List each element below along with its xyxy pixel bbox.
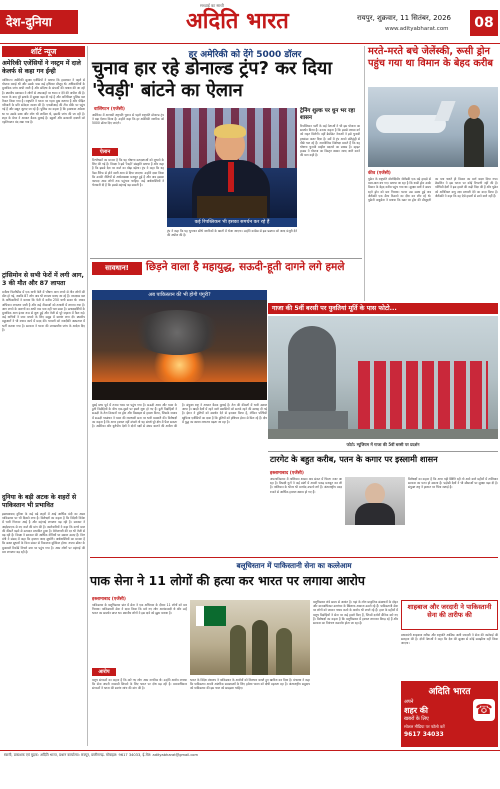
women-group xyxy=(358,361,488,431)
zelensky-photo xyxy=(368,87,498,167)
ad-line-2: शहर की xyxy=(404,706,428,715)
middle-headline: छिड़ने वाला है महायुद्ध, सऊदी-हूती दागने लगे हमले xyxy=(146,261,345,273)
taliban-headline: टारगेट के बहुत करीब, पतन के कगार पर इस्लामी शासन xyxy=(270,454,438,464)
pakistan-tag: आरोप xyxy=(92,668,116,676)
taliban-body-1: अफगानिस्तान में तालिबान शासन अब संकट में घिरता नजर आ रहा है। विपक्षी गुटों ने कई प्रांतों में अपनी पकड़ मजबूत कर ली है। तालिबान के भीतर भी मतभेद उभरने लगे हैं। अंतरराष्ट्रीय मदद रुकने से आर्थिक हालात खराब हो गए हैं। xyxy=(270,477,342,494)
ad-line-1: अपने xyxy=(404,699,414,705)
soldier-3 xyxy=(276,628,292,675)
pakistan-byline: इस्लामाबाद (एजेंसी) xyxy=(92,597,126,602)
right-top-headline: मरते-मरते बचे जेलेंस्की, रूसी ड्रोन पहुंच गया था विमान के बेहद करीब xyxy=(368,46,493,69)
aircraft-tail xyxy=(434,101,455,121)
pakistan-rule xyxy=(90,557,498,558)
person-head xyxy=(468,105,480,119)
lead-byline: वाशिंगटन (एजेंसी) xyxy=(94,107,125,112)
pakistan-side-headline: शाहबाज और जरदारी ने पाकिस्तानी सेना की तारीफ की xyxy=(407,603,492,619)
city-date: रायपुर, शुक्रवार, 11 सितंबर, 2026 xyxy=(357,14,451,22)
column-divider xyxy=(87,46,88,746)
soldier-2 xyxy=(252,620,268,675)
masthead-rule xyxy=(0,43,500,44)
gaza-caption: फोटो: म्यूजियम में गाजा की 5वीं बरसी पर प्रदर्शन xyxy=(346,442,420,447)
leader-head xyxy=(365,483,385,505)
logo: अदिति भारत xyxy=(186,8,289,34)
pakistan-body-1: पाकिस्तान के बलूचिस्तान प्रांत में सेना ने एक अभियान के दौरान 11 लोगों को मार गिराया। पाकिस्तानी सेना ने दावा किया कि मारे गए लोग आतंकवादी थे और उन्हें भारत का समर्थन प्राप्त था। स्थानीय लोगों ने इस दावे को झूठा बताया है। xyxy=(92,603,187,616)
lead-body-right: रिपब्लिकन पार्टी के कई नेताओं ने भी इस योजना का समर्थन किया है। उनका कहना है कि इससे मध्यम वर्ग को राहत मिलेगी। वहीं डेमोक्रेट नेताओं ने इसे चुनावी हथकंडा करार दिया है। सर्वे में ट्रंप अपने प्रतिद्वंद्वी से पीछे चल रहे हैं। राजनीतिक विशेषज्ञ मानते हैं कि यह घोषणा चुनावी माहौल बदलने का प्रयास है। व्हाइट हाउस ने योजना का विस्तृत खाका जल्द जारी करने की बात कही है। xyxy=(300,124,360,158)
taliban-body-2: विशेषज्ञों का कहना है कि अगर यही स्थिति रही तो आने वाले महीनों में तालिबान सरकार का पतन हो सकता है। पड़ोसी देशों ने भी सीमाओं पर सुरक्षा बढ़ा दी है। संयुक्त राष्ट्र ने हालात पर चिंता जताई है। xyxy=(408,477,498,490)
pakistan-side-body: प्रधानमंत्री शाहबाज शरीफ और राष्ट्रपति आसिफ अली जरदारी ने सेना की कार्रवाई की सराहना की है। दोनों नेताओं ने कहा कि देश की सुरक्षा से कोई समझौता नहीं किया जाएगा। xyxy=(401,633,498,646)
smoke xyxy=(132,310,222,355)
person-figure xyxy=(464,117,484,167)
taliban-rule xyxy=(268,451,498,452)
right-top-byline: कीव (एजेंसी) xyxy=(368,171,391,176)
lead-side-kicker: ट्रेनिंग शुल्क पर धुन भर रहा शासन xyxy=(300,108,355,121)
pakistan-headline: पाक सेना ने 11 लोगों की हत्या कर भारत पर लगाया आरोप xyxy=(90,573,365,588)
lead-headline: चुनाव हार रहे डोनाल्ड ट्रंप? कर दिया 'रेवड़ी' बांटने का ऐलान xyxy=(92,58,333,101)
pakistan-side-box xyxy=(401,600,498,630)
column-divider-right xyxy=(364,46,365,301)
ad-box[interactable] xyxy=(401,681,498,747)
short-news-body-3: इस्लामाबाद दुनिया के कई बड़े शहरों में आई आर्थिक मंदी का असर पाकिस्तान पर भी दिखने लगा है। विशेषज्ञों का कहना है कि विदेशी निवेश में भारी गिरावट आई है और महंगाई लगातार बढ़ रही है। सरकार ने आईएमएफ से नए कर्ज की मांग की है। कारोबारियों ने कहा कि कच्चे माल की कीमतें बढ़ने से उत्पादन प्रभावित हुआ है। बेरोजगारी की दर भी तेजी से बढ़ रही है। विपक्ष ने सरकार की आर्थिक नीतियों पर सवाल उठाए हैं। वित्त मंत्री ने संसद में कहा कि हालात जल्द सुधरेंगे। अर्थशास्त्रियों का मानना है कि सख्त सुधारों के बिना संकट से निकलना मुश्किल होगा। रुपया डॉलर के मुकाबले रिकॉर्ड निचले स्तर पर पहुंच गया है। आम लोगों पर महंगाई की मार लगातार बढ़ रही है। xyxy=(2,512,85,554)
leader-photo xyxy=(345,477,405,525)
masthead xyxy=(0,0,500,44)
gaza-photo xyxy=(268,316,498,439)
pakistan-body-4: बलूचिस्तान लंबे समय से अशांत है। यहां के लोग प्राकृतिक संसाधनों के दोहन और मानवाधिकार उल्लंघन के खिलाफ आवाज उठाते रहे हैं। पाकिस्तानी सेना पर लोगों को जबरन गायब करने के आरोप भी लगते रहे हैं। हाल के महीनों में बलूच विद्रोहियों ने सेना पर कई हमले किए हैं, जिनमें दर्जनों सैनिक मारे गए हैं। विशेषज्ञों का कहना है कि बलूचिस्तान में हालात लगातार बिगड़ रहे हैं और सरकार का नियंत्रण कमजोर होता जा रहा है। xyxy=(313,600,398,626)
pakistan-body-2: बलूच संगठनों का कहना है कि मारे गए लोग आम नागरिक थे। उन्होंने आरोप लगाया कि सेना अपनी नाकामी छिपाने के लिए भारत पर दोष मढ़ रही है। मानवाधिकार संगठनों ने घटना की स्वतंत्र जांच की मांग की है। xyxy=(92,678,187,691)
soldiers-photo xyxy=(190,600,310,675)
skyline xyxy=(92,382,267,400)
leader-suit xyxy=(355,503,395,525)
photo-caption-bar: कई रिपब्लिकन भी इसका समर्थन कर रहे हैं xyxy=(167,218,297,227)
speaker-hair xyxy=(214,124,246,138)
pakistan-flag xyxy=(196,606,226,626)
short-news-title: शॉर्ट न्यूज xyxy=(2,46,85,57)
statue xyxy=(288,326,336,416)
short-news-headline-2: ट्रांसिमोन से सभी फेरों में लगी आग, 3 की मौत और 87 लापता xyxy=(2,272,84,287)
pakistan-kicker: बलूचिस्तान में पाकिस्तानी सेना का कत्लेआम xyxy=(236,561,352,570)
ad-phone[interactable]: 9617 34033 xyxy=(404,731,444,738)
pakistan-body-3: भारत के विदेश मंत्रालय ने पाकिस्तान के आरोपों को निराधार बताते हुए खारिज कर दिया है। मंत्रालय ने कहा कि पाकिस्तान अपनी आंतरिक समस्याओं के लिए हमेशा भारत को दोषी ठहराता रहा है। अंतरराष्ट्रीय समुदाय को पाकिस्तान की इस चाल को समझना चाहिए। xyxy=(190,678,310,691)
page-number: 08 xyxy=(470,10,498,36)
taliban-byline: इस्लामाबाद (एजेंसी) xyxy=(270,471,304,476)
phone-icon: ☎ xyxy=(473,699,495,721)
short-news-headline-1: अमेरिकी एजेंसियों ने नस्ट्रम में दाले केलर्फ से कहा गन ईन्ही xyxy=(2,60,81,75)
photo-label: अब पाकिस्तान की भी होगी पंगुरी? xyxy=(92,290,267,300)
middle-rule xyxy=(90,258,362,259)
ad-brand: अदिति भारत xyxy=(428,687,471,697)
lead-body-left: अमेरिका में आगामी राष्ट्रपति चुनाव से पहले राष्ट्रपति डोनाल्ड ट्रंप ने बड़ा ऐलान किया है। उन्होंने कहा कि हर अमेरिकी नागरिक को 5000 डॉलर दिए जाएंगे। xyxy=(92,113,164,126)
lead-kicker: हर अमेरिकी को देंगे 5000 डॉलर xyxy=(188,50,302,60)
short-news-column xyxy=(2,46,85,746)
ground xyxy=(268,429,498,439)
website: www.adityabharat.com xyxy=(385,26,449,32)
lead-tag: ऐलान xyxy=(92,148,118,156)
podium xyxy=(197,196,267,218)
right-top-body: यूक्रेन के राष्ट्रपति वोलोदिमीर जेलेंस्की एक बड़े हादसे से बाल-बाल बच गए। बताया जा रहा है कि रूसी ड्रोन उनके विमान के बेहद करीब पहुंच गया था। सुरक्षा बलों ने समय रहते ड्रोन को मार गिराया। घटना उस समय हुई जब जेलेंस्की एक सैन्य ठिकाने का दौरा कर लौट रहे थे। यूक्रेनी वायुसेना ने बताया कि रडार पर ड्रोन की मौजूदगी का पता चलते ही विमान का मार्ग बदल दिया गया। क्रेमलिन ने इस घटना पर कोई टिप्पणी नहीं की है। पश्चिमी देशों ने इस हमले की कड़ी निंदा की है और यूक्रेन को अतिरिक्त वायु रक्षा प्रणाली देने का वादा किया है। जेलेंस्की ने कहा कि वह ऐसे हमलों से डरने वाले नहीं हैं। xyxy=(368,177,498,203)
footer-imprint: स्वामी, प्रकाशक एवं मुद्रक: अदिति भारत, प्रधान कार्यालय: रायपुर, छत्तीसगढ़. मोबाइल: 9617 34033, ई-मेल: adityabharat@gmail.com xyxy=(4,753,198,757)
lead-body-left-2: विश्लेषकों का मानना है कि यह घोषणा मतदाताओं को लुभाने के लिए की गई है। विपक्ष ने इसे 'रेवड़ी' संस्कृति बताया है और कहा है कि इससे देश पर कर्ज का बोझ बढ़ेगा। ट्रंप ने कहा कि यह पैसा टैरिफ से होने वाली आय से दिया जाएगा। उन्होंने दावा किया कि उनकी नीतियों से अर्थव्यवस्था मजबूत हुई है और अब इसका फायदा आम लोगों तक पहुंचना चाहिए। कई अर्थशास्त्रियों ने चेतावनी दी है कि इससे महंगाई बढ़ सकती है। xyxy=(92,158,164,188)
trump-photo xyxy=(167,108,297,218)
footer-rule xyxy=(0,750,500,751)
speaker-tie xyxy=(228,162,234,192)
short-news-body-2: मनीला फिलीपींस में एक यात्री फेरी में भीषण आग लगने से तीन लोगों की मौत हो गई, जबकि 87 लोग अब भी लापता बताए जा रहे हैं। तटरक्षक बल के अधिकारियों ने बताया कि फेरी में करीब 250 यात्री सवार थे। बचाव अभियान लगातार जारी है और कई नौकाओं को तलाशी में लगाया गया है। आग लगने के कारणों का अभी तक पता नहीं चल सका है। प्रत्यक्षदर्शियों के मुताबिक आग इंजन रूम से शुरू हुई और तेजी से पूरे जहाज में फैल गई। कई यात्रियों ने जान बचाने के लिए समुद्र में छलांग लगा दी। स्थानीय मछुआरों ने भी बचाव कार्य में मदद की। घायलों को नजदीकी अस्पताल में भर्ती कराया गया है। सरकार ने घटना की उच्चस्तरीय जांच के आदेश दिए हैं। xyxy=(2,290,85,332)
short-news-body-1: वाशिंगटन अमेरिकी सुरक्षा एजेंसियों ने बताया कि हमलावर ने पहले से योजना बनाई थी और उसके पास कई हथियार मौजूद थे। अधिकारियों के मुताबिक जांच अभी जारी है और संदिग्ध के संपर्कों की तलाश की जा रही है। स्थानीय प्रशासन ने लोगों से अफवाहों पर ध्यान न देने की अपील की है। घटना के बाद पूरे इलाके में सुरक्षा बढ़ा दी गई है और अतिरिक्त पुलिस बल तैनात किया गया है। राष्ट्रपति ने घटना पर गहरा दुख जताया है और पीड़ित परिवारों के प्रति संवेदना व्यक्त की है। एफबीआई की टीम मौके पर पहुंच गई है और सबूत जुटाए जा रहे हैं। पुलिस का कहना है कि हमलावर अकेला था या उसके साथ और लोग भी शामिल थे, इसकी जांच की जा रही है। शहर के मेयर ने आपात बैठक बुलाई है। स्कूलों और सरकारी दफ्तरों को एहतियातन बंद रखा गया है। xyxy=(2,78,85,125)
ad-line-3: खबरों के लिए xyxy=(404,716,429,722)
ad-line-4: सोशल मीडिया पर फॉलो करें xyxy=(404,724,445,729)
middle-tag: सावधान! xyxy=(92,262,142,275)
section-tag: देश-दुनिया xyxy=(0,10,78,34)
middle-body-bottom: दुबई मध्य पूर्व में तनाव चरम पर पहुंच गया है। सऊदी अरब और यमन के हूती विद्रोहियों के बीच एक-दूसरे पर हमले शुरू हो गए हैं। हूती विद्रोहियों ने सऊदी के तेल ठिकानों पर ड्रोन और मिसाइल से हमला किया, जिसके जवाब में सऊदी गठबंधन ने यमन की राजधानी सना पर भारी बमबारी की। विशेषज्ञों का कहना है कि अगर हालात नहीं संभले तो यह संघर्ष पूरे क्षेत्र में फैल सकता है। अमेरिका और यूरोपीय देशों ने दोनों पक्षों से संयम बरतने की अपील की है। संयुक्त राष्ट्र ने आपात बैठक बुलाई है। तेल की कीमतों में भारी उछाल आया है। खाड़ी देशों में रहने वाले प्रवासियों को सतर्क रहने की सलाह दी गई है। ईरान ने हूतियों को समर्थन देने से इनकार किया है, लेकिन पश्चिमी खुफिया एजेंसियों का दावा है कि हूतियों को हथियार ईरान से मिल रहे हैं। क्षेत्र में युद्ध का खतरा लगातार बढ़ता जा रहा है। xyxy=(92,403,267,429)
logo-tagline: सच्चाई का साथी xyxy=(200,3,224,8)
short-news-headline-3: दुनिया के बड़ी अटक के शहरों से पाकिस्तान भी प्रभावित xyxy=(2,494,77,509)
gaza-headline-bar: गाजा की 5वीं बरसी पर युवतियां मूर्ति के पास फोटो... xyxy=(268,303,498,314)
lead-body-mid: ट्रंप ने कहा कि यह भुगतान सीधे नागरिकों के खातों में भेजा जाएगा। उन्होंने कांग्रेस से इस प्रस्ताव को जल्द मंजूरी देने की अपील की है। xyxy=(167,229,297,238)
soldier-1 xyxy=(230,625,246,675)
explosion-photo xyxy=(92,290,267,400)
